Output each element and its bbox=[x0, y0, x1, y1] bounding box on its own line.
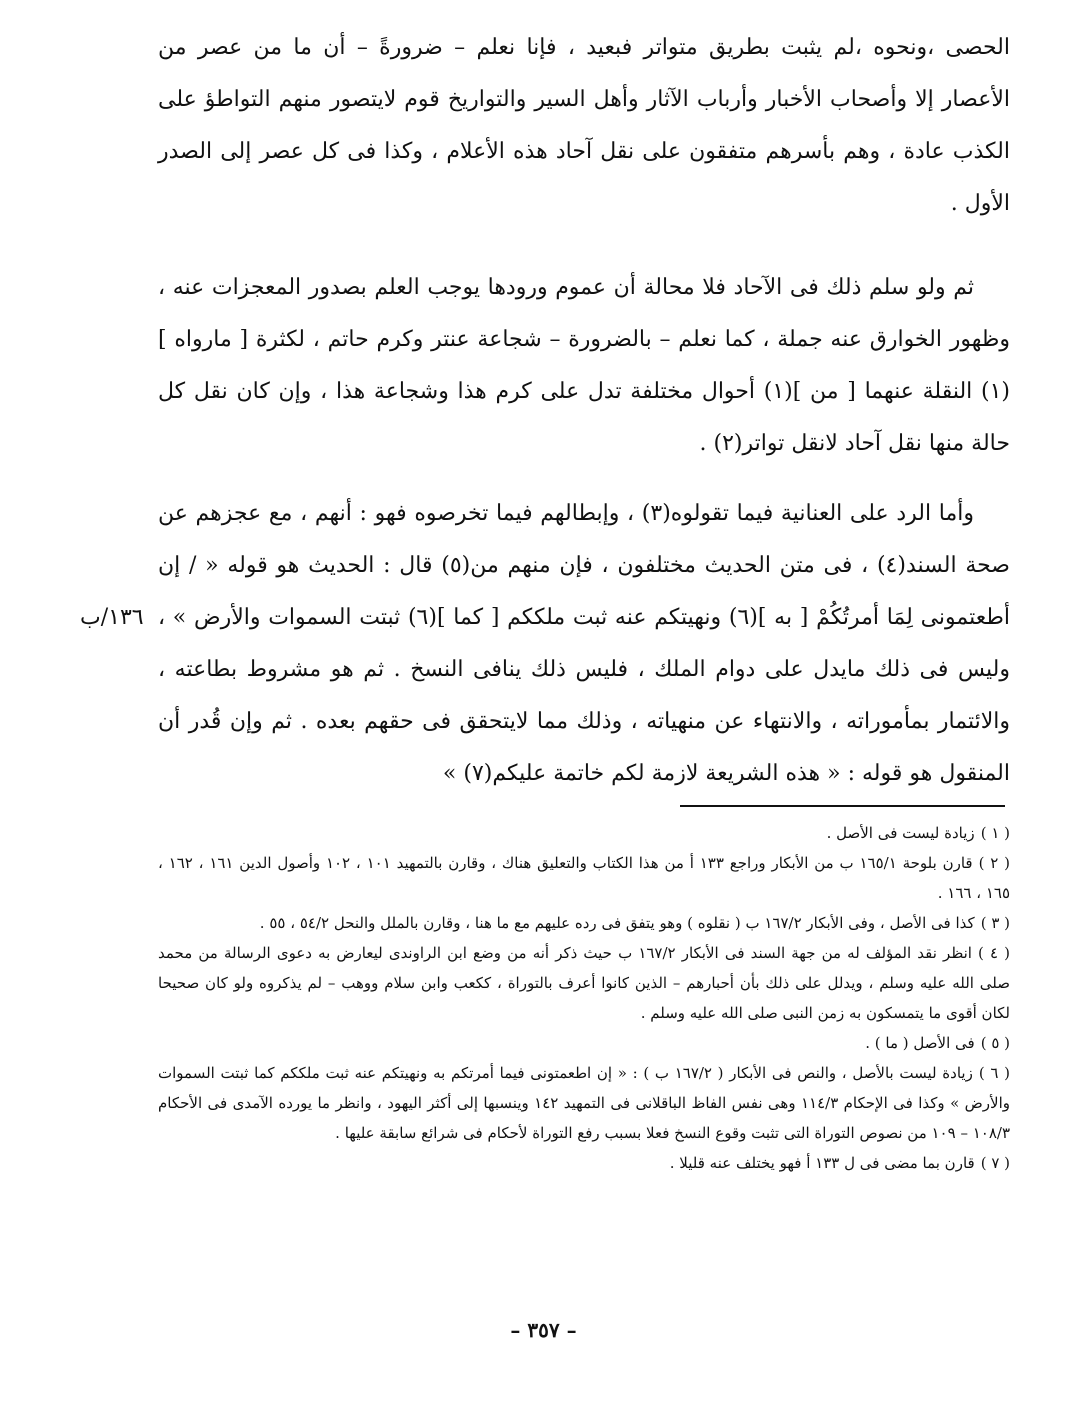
page-number: – ٣٥٧ – bbox=[510, 1318, 577, 1342]
footnote-separator bbox=[680, 805, 1005, 807]
footnote-5 bbox=[158, 1028, 1010, 1058]
footnote-number: ( ٢ ) bbox=[978, 854, 1011, 872]
footnote-text: قارن بما مضى فى ل ١٣٣ أ فهو يختلف عنه قليلا . bbox=[669, 1154, 975, 1172]
footnote-text: زيادة ليست بالأصل ، والنص فى الأبكار ( ١٦٧/٢ ب ) : « إن اطعمتونى فيما أمرتكم به ونهيتكم عنه ثبت ملككم كما ثبتت السموات والأرض » وكذا فى الإحكام ١١٤/٣ وهى نفس الفاظ الباقلانى فى التمهيد ١٤٢ وينسبها إلى أكثر اليهود ، وانظر ما يورده الآمدى فى الأحكام ١٠٨/٣ – ١٠٩ من نصوص التوراة التى تثبت وقوع النسخ فعلا بسبب رفع التوراة لأحكام فى شرائع سابقة عليها . bbox=[158, 1064, 1010, 1142]
footnote-text: فى الأصل ( ما ) . bbox=[865, 1034, 975, 1052]
manuscript-folio-marker: ١٣٦/ب bbox=[80, 605, 144, 630]
footnote-number: ( ١ ) bbox=[980, 824, 1010, 842]
paragraph-2 bbox=[158, 262, 1010, 470]
footnote-6 bbox=[158, 1058, 1010, 1148]
footnote-number: ( ٧ ) bbox=[980, 1154, 1010, 1172]
footnote-number: ( ٤ ) bbox=[977, 944, 1011, 962]
paragraph-2-text: ثم ولو سلم ذلك فى الآحاد فلا محالة أن عموم ورودها يوجب العلم بصدور المعجزات عنه ، وظهور الخوارق عنه جملة ، كما نعلم – بالضرورة – شجاعة عنتر وكرم حاتم ، لكثرة [ ماروا‌ه ](١) النقلة عنهما [ من ](١) أحوال مختلفة تدل على كرم هذا وشجاعة هذا ، وإن كان نقل كل حالة منها نقل آحاد لانقل تواتر(٢) . bbox=[158, 275, 1010, 456]
footnote-1 bbox=[158, 818, 1010, 848]
paragraph-3 bbox=[158, 488, 1010, 800]
paragraph-3-text: وأما الرد على العنانية فيما تقولوه(٣) ، وإبطالهم فيما تخرصوه فهو : أنهم ، مع عجزهم عن صحة السند(٤) ، فى متن الحديث مختلفون ، فإن منهم من(٥) قال : الحديث هو قوله « / إن أطعتمونى لِمَا أمرتُكُمْ [ به ](٦) ونهيتكم عنه ثبت ملككم [ كما ](٦) ثبتت السموات والأرض » ، وليس فى ذلك مايدل على دوام الملك ، فليس ذلك ينافى النسخ . ثم هو مشروط بطاعته ، والائتمار بمأموراته ، والانتهاء عن منهياته ، وذلك مما لايتحقق فى حقهم بعده . ثم وإن قُدر أن المنقول هو قوله : « هذه الشريعة لازمة لكم خاتمة عليكم(٧) » bbox=[158, 501, 1011, 786]
footnotes bbox=[158, 818, 1010, 1178]
footnote-text: زيادة ليست فى الأصل . bbox=[826, 824, 975, 842]
footnote-4 bbox=[158, 938, 1010, 1028]
footnote-number: ( ٥ ) bbox=[980, 1034, 1010, 1052]
footnote-number: ( ٣ ) bbox=[980, 914, 1010, 932]
footnote-7 bbox=[158, 1148, 1010, 1178]
footnote-text: انظر نقد المؤلف له من جهة السند فى الأبكار ١٦٧/٢ ب حيث ذكر أنه من وضع ابن الراوندى ليعارض به دعوى الرسالة من محمد صلى الله عليه وسلم ، ويدلل على ذلك بأن أحبارهم – الذين كانوا أعرف بالتوراة ، ككعب وابن سلام ووهب – لم يذكروه ولو كان صحيحا لكان أقوى ما يتمسكون به زمن النبى صلى الله عليه وسلم . bbox=[158, 944, 1010, 1022]
footnote-text: كذا فى الأصل ، وفى الأبكار ١٦٧/٢ ب ( نقلوه ) وهو يتفق فى رده عليهم مع ما هنا ، وقارن بالملل والنحل ٥٤/٢ ، ٥٥ . bbox=[259, 914, 975, 932]
paragraph-1-text: الحصى ،ونحوه ،لم يثبت بطريق متواتر فبعيد ، فإنا نعلم – ضرورةً – أن ما من عصر من الأعصار إلا وأصحاب الأخبار وأرباب الآثار وأهل السير والتواريخ قوم لايتصور منهم التواطؤ على الكذب عادة ، وهم بأسرهم متفقون على نقل آحاد هذه الأعلام ، وكذا فى كل عصر إلى الصدر الأول . bbox=[158, 35, 1010, 216]
footnote-number: ( ٦ ) bbox=[978, 1064, 1010, 1082]
footnote-text: قارن بلوحة ١٦٥/١ ب من الأبكار وراجع ١٣٣ أ من هذا الكتاب والتعليق هناك ، وقارن بالتمهيد ١٠١ ، ١٠٢ وأصول الدين ١٦١ ، ١٦٢ ، ١٦٥ ، ١٦٦ . bbox=[158, 854, 1010, 902]
paragraph-1 bbox=[158, 22, 1010, 230]
footnote-2 bbox=[158, 848, 1010, 908]
footnote-3 bbox=[158, 908, 1010, 938]
